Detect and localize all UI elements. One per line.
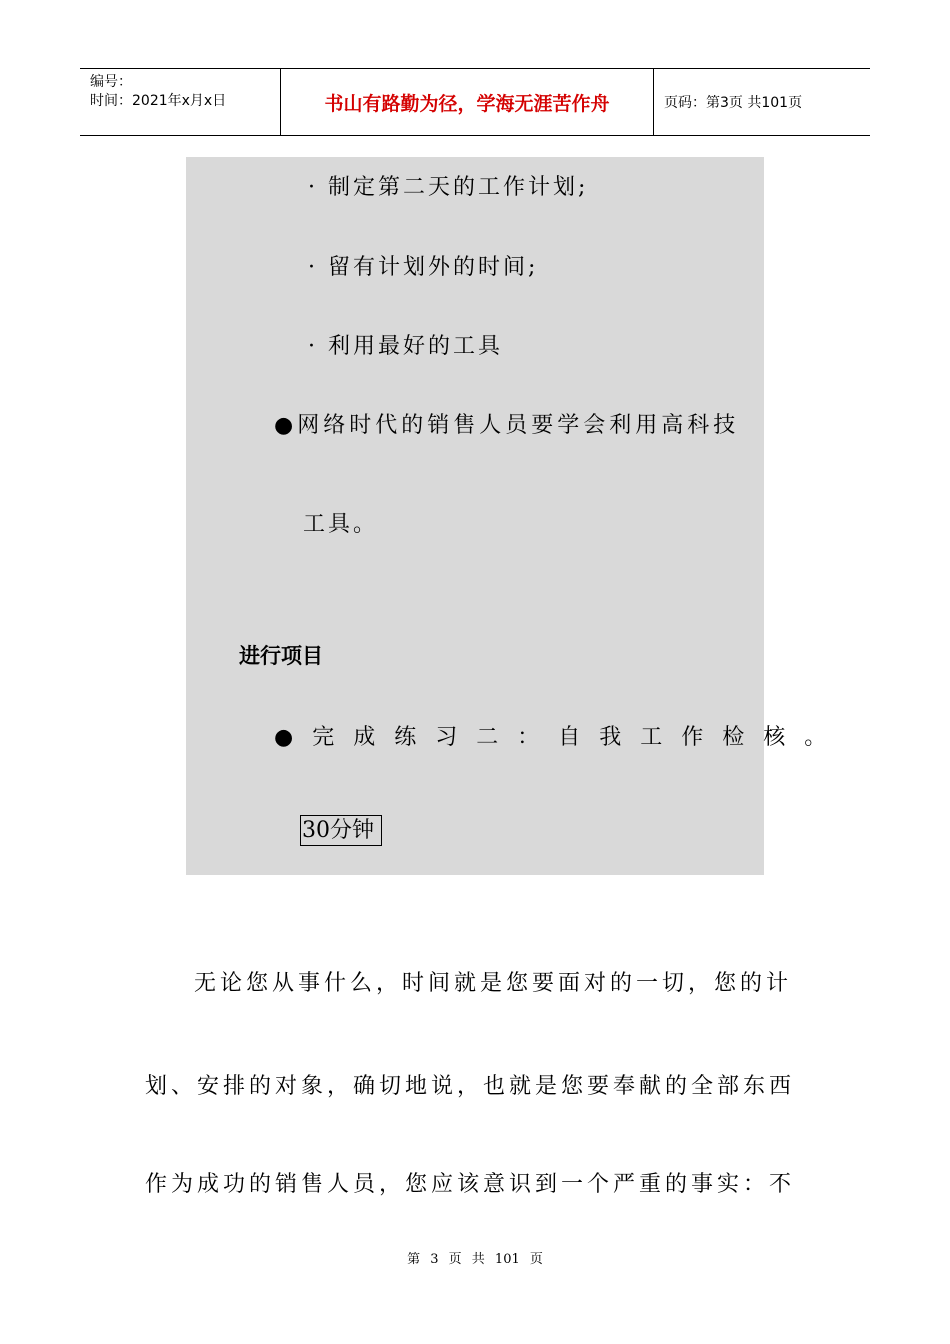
body-paragraph-line: 无论您从事什么，时间就是您要面对的一切，您的计 xyxy=(194,971,793,996)
duration-badge: 30分钟 xyxy=(300,815,382,846)
header-page-number: 页码：第3页 共101页 xyxy=(664,95,803,111)
bullet-item: · 利用最好的工具 xyxy=(308,334,503,359)
body-paragraph-line: 划、安排的对象，确切地说，也就是您要奉献的全部东西 xyxy=(145,1074,796,1099)
key-point: ●网络时代的销售人员要学会利用高科技 xyxy=(274,413,740,438)
header-motto: 书山有路勤为径，学海无涯苦作舟 xyxy=(281,69,654,135)
document-number-label: 编号： xyxy=(90,74,132,90)
bullet-item: · 制定第二天的工作计划; xyxy=(308,175,589,200)
bullet-item: · 留有计划外的时间; xyxy=(308,255,539,280)
document-date: 时间：2021年x月x日 xyxy=(90,93,227,109)
header-meta xyxy=(80,69,281,135)
page-footer: 第 3 页 共 101 页 xyxy=(407,1252,543,1267)
body-paragraph-line: 作为成功的销售人员，您应该意识到一个严重的事实：不 xyxy=(145,1172,796,1197)
page-header xyxy=(80,68,870,136)
key-point-continuation: 工具。 xyxy=(303,512,379,537)
section-title: 进行项目 xyxy=(239,644,323,668)
exercise-point: ●完成练习二：自我工作检核。 xyxy=(274,725,846,750)
